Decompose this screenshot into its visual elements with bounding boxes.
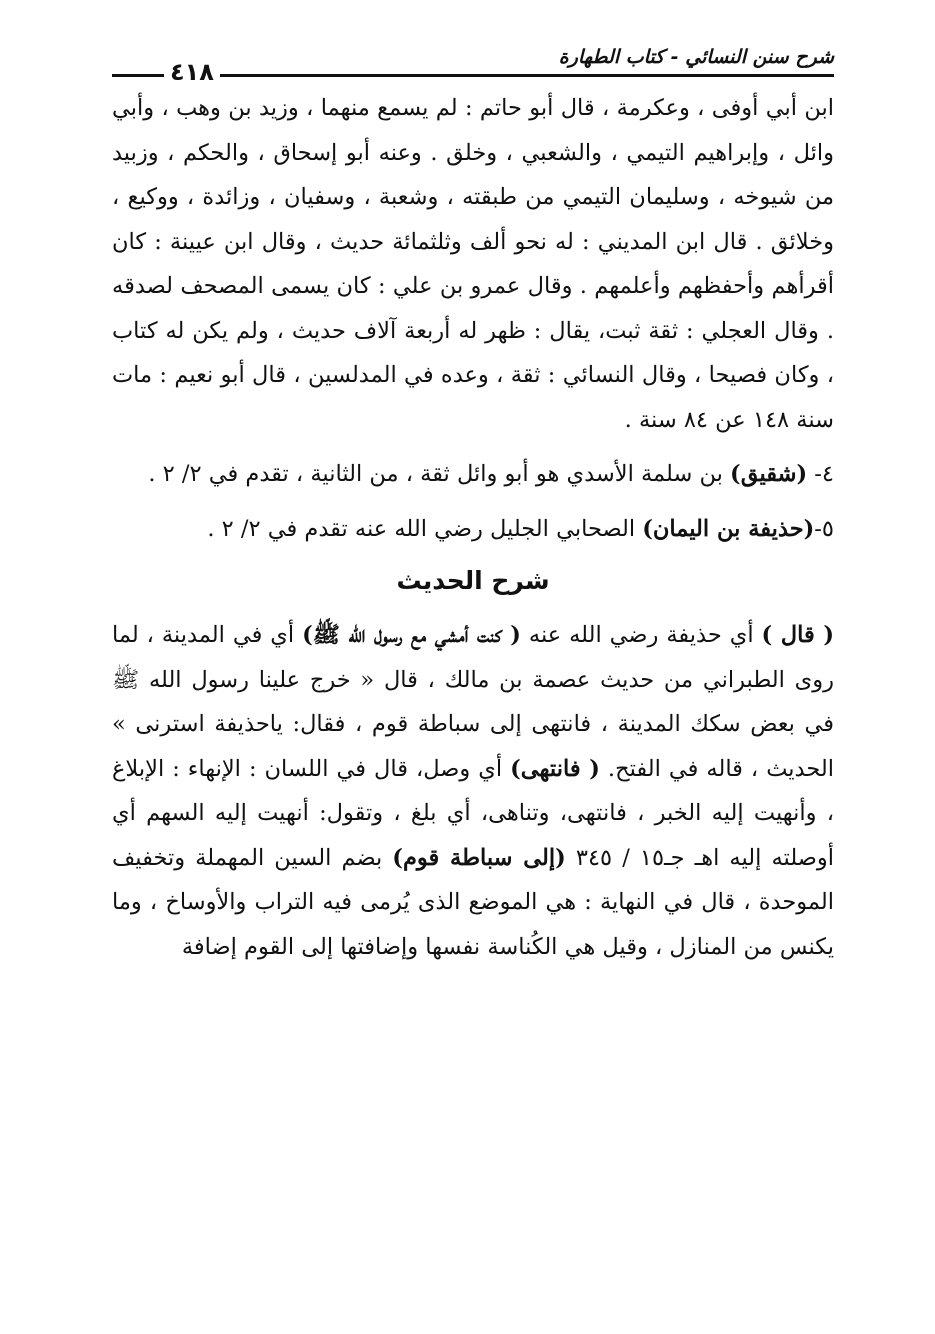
narrator-bio-paragraph (112, 86, 834, 442)
narrator-bio-text: ابن أبي أوفى ، وعكرمة ، قال أبو حاتم : لم يسمع منهما ، وزيد بن وهب ، وأبي وائل ، وإبراهيم التيمي ، والشعبي ، وخلق . وعنه أبو إسحاق ، والحكم ، وزبيد من شيوخه ، وسليمان التيمي من طبقته ، وشعبة ، وسفيان ، وزائدة ، ووكيع ، وخلائق . قال ابن المديني : له نحو ألف وثلثمائة حديث ، وقال ابن عيينة : كان أقرأهم وأحفظهم وأعلمهم . وقال عمرو بن علي : كان يسمى المصحف لصدقه . وقال العجلي : ثقة ثبت، يقال : ظهر له أربعة آلاف حديث ، ولم يكن له كتاب ، وكان فصيحا ، وقال النسائي : ثقة ، وعده في المدلسين ، قال أبو نعيم : مات سنة ١٤٨ عن ٨٤ سنة . (112, 95, 834, 433)
book-page (112, 40, 834, 1300)
narrator-4-text: بن سلمة الأسدي هو أبو وائل ثقة ، من الثانية ، تقدم في ٢/ ٢ . (148, 461, 731, 487)
sharh-quote-4: (إلى سباطة قوم) (392, 844, 566, 871)
page-header (112, 40, 834, 86)
page-body (112, 86, 834, 969)
sharh-text-1: أي حذيفة رضي الله عنه (520, 622, 762, 648)
sharh-quote-3: ( فانتهى) (510, 755, 600, 782)
sharh-quote-2: ( كنت أمشي مع رسول الله ﷺ) (302, 622, 521, 648)
sharh-text-4: بضم السين المهملة وتخفيف الموحدة ، قال في النهاية : هي الموضع الذى يُرمى فيه التراب والأوساخ ، وما يكنس من المنازل ، وقيل هي الكُناسة نفسها وإضافتها إلى القوم إضافة (112, 844, 834, 960)
sharh-text-2: أي في المدينة ، لما روى الطبراني من حديث عصمة بن مالك ، قال « خرج علينا رسول الله ﷺ في بعض سكك المدينة ، فانتهى إلى سباطة قوم ، فقال: ياحذيفة استرنى » الحديث ، قاله في الفتح. (112, 622, 834, 782)
narrator-5-text: الصحابي الجليل رضي الله عنه تقدم في ٢/ ٢ . (207, 515, 643, 542)
running-title: شرح سنن النسائي - كتاب الطهارة (558, 46, 834, 68)
header-rule (112, 74, 834, 77)
page-number: ٤١٨ (164, 58, 220, 86)
narrator-5-name: (حذيفة بن اليمان) (642, 515, 815, 542)
sharh-quote-1: ( قال ) (761, 622, 835, 648)
sharh-paragraph (112, 613, 834, 969)
narrator-5-paragraph (112, 507, 834, 552)
sharh-text-3: أي وصل، قال في اللسان : الإنهاء : الإبلاغ ، وأنهيت إليه الخبر ، فانتهى، وتناهى، أي بلغ ، وتقول: أنهيت إليه السهم أي أوصلته إليه اهـ جـ١٥ / ٣٤٥ (112, 755, 834, 871)
narrator-4-paragraph (112, 452, 834, 497)
narrator-4-number: ٤- (807, 461, 834, 487)
narrator-5-number: ٥- (814, 515, 834, 542)
narrator-4-name: (شقيق) (730, 461, 808, 487)
section-heading: شرح الحديث (396, 566, 550, 595)
